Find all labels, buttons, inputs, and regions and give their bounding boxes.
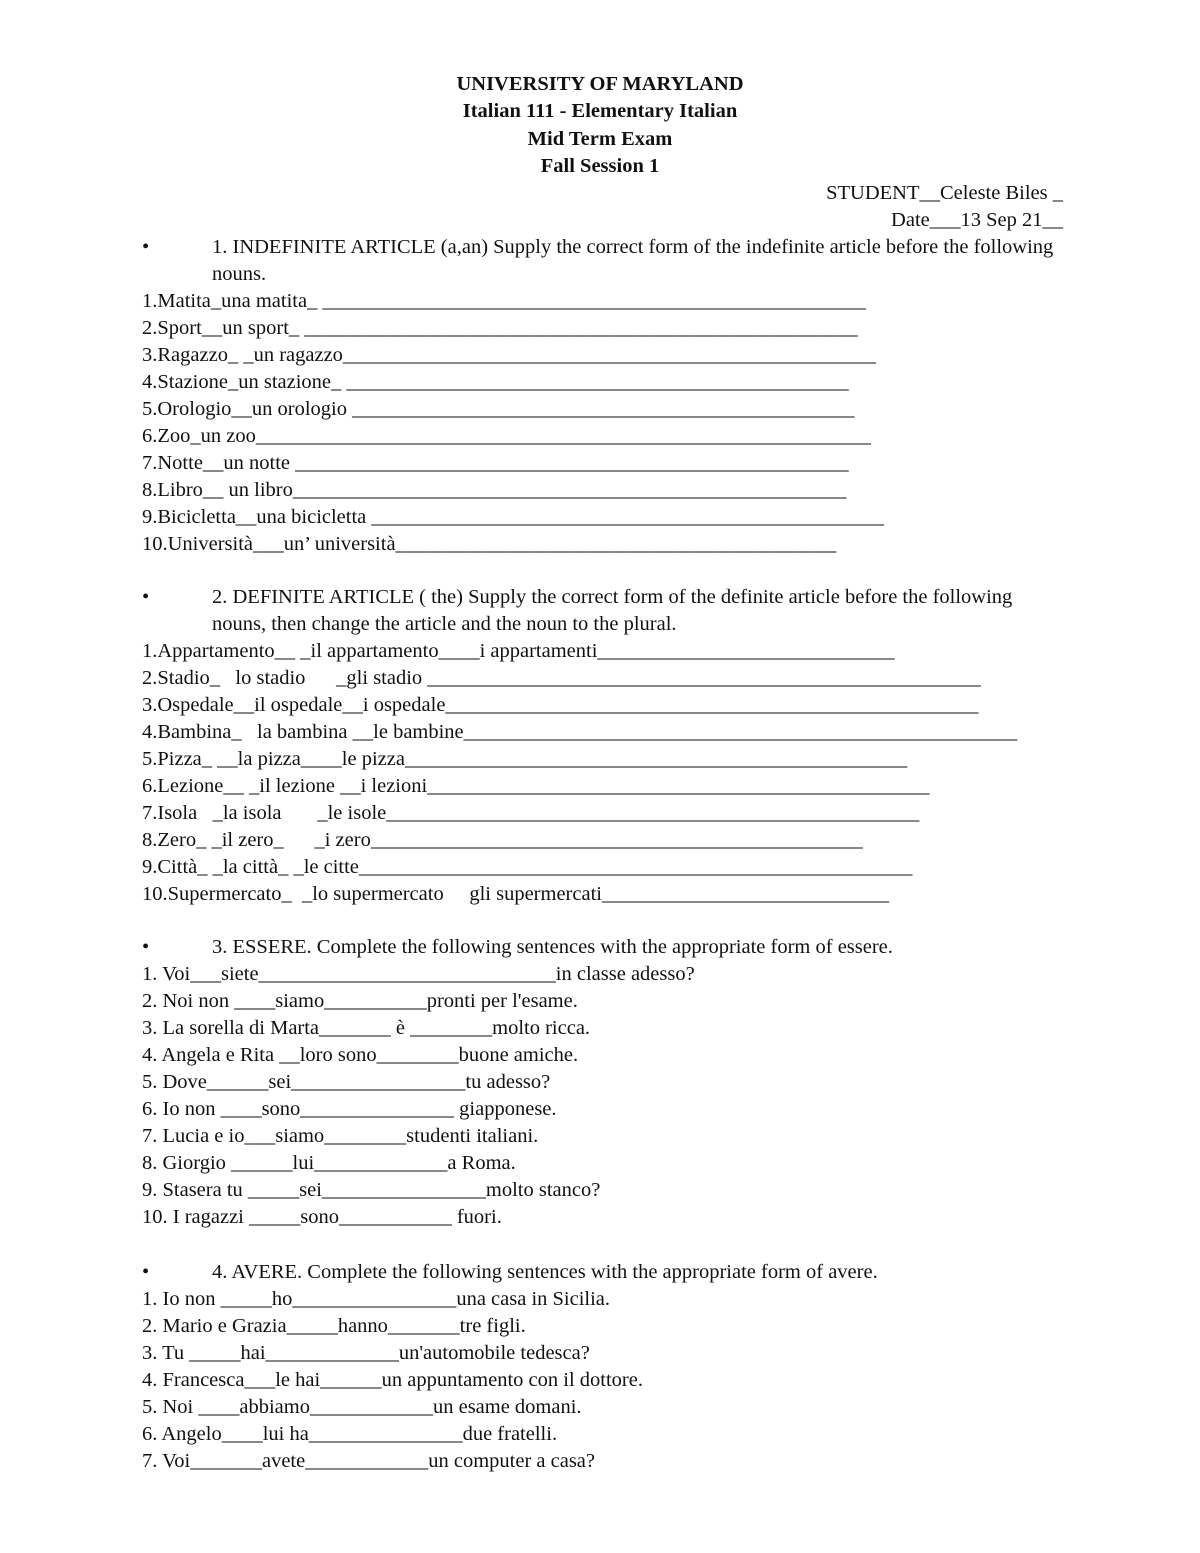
exercise-item: 6. Angelo____lui ha_______________due fratelli.	[142, 1423, 558, 1445]
course-title: Italian 111 - Elementary Italian	[462, 100, 738, 123]
university-title: UNIVERSITY OF MARYLAND	[456, 73, 744, 95]
instruction-text: 1. INDEFINITE ARTICLE (a,an) Supply the correct form of the indefinite article before the following nouns.	[212, 236, 1054, 285]
exam-header	[0, 71, 1200, 180]
exercise-item: 3.Ragazzo_ _un ragazzo____________________________________________________	[142, 344, 876, 366]
instruction-text: 2. DEFINITE ARTICLE ( the) Supply the correct form of the definite article before the following nouns, then change the article and the noun to the plural.	[212, 586, 1013, 635]
exercise-item: 9.Bicicletta__una bicicletta __________________________________________________	[142, 506, 884, 528]
exercise-item: 8. Giorgio ______lui_____________a Roma.	[142, 1152, 516, 1174]
exercise-item: 10.Università___un’ università___________________________________________	[142, 533, 837, 555]
exercise-item: 1.Matita_una matita_ _____________________________________________________	[142, 290, 866, 312]
exercise-item: 3. La sorella di Marta_______ è ________molto ricca.	[142, 1017, 591, 1039]
exercise-item: 5. Noi ____abbiamo____________un esame domani.	[142, 1396, 582, 1418]
exercise-item: 5.Orologio__un orologio _________________________________________________	[142, 398, 855, 420]
exercise-item: 1. Io non _____ho________________una casa in Sicilia.	[142, 1288, 611, 1310]
exercise-item: 3.Ospedale__il ospedale__i ospedale____________________________________________________	[142, 694, 979, 716]
exercise-item: 8.Libro__ un libro______________________________________________________	[142, 479, 847, 501]
exercise-item: 1.Appartamento__ _il appartamento____i appartamenti_____________________________	[142, 640, 895, 662]
bullet-icon: •	[142, 236, 150, 258]
exercise-item: 5.Pizza_ __la pizza____le pizza_________________________________________________	[142, 748, 908, 770]
date-line: Date___13 Sep 21__	[891, 209, 1063, 231]
exam-title: Mid Term Exam	[527, 127, 673, 150]
exercise-item: 2.Sport__un sport_ ______________________________________________________	[142, 317, 858, 339]
bullet-icon: •	[142, 1261, 150, 1283]
exercise-item: 10.Supermercato_ _lo supermercato gli supermercati____________________________	[142, 883, 889, 905]
exercise-item: 10. I ragazzi _____sono___________ fuori.	[142, 1206, 502, 1228]
exercise-item: 7. Lucia e io___siamo________studenti italiani.	[142, 1125, 539, 1147]
exercise-item: 2. Mario e Grazia_____hanno_______tre figli.	[142, 1315, 526, 1337]
exercise-item: 2.Stadio_ lo stadio _gli stadio ______________________________________________________	[142, 667, 981, 689]
exercise-item: 6. Io non ____sono_______________ giapponese.	[142, 1098, 557, 1120]
session-title: Fall Session 1	[540, 154, 660, 177]
bullet-icon: •	[142, 586, 150, 608]
exercise-item: 4.Bambina_ la bambina __le bambine______________________________________________________	[142, 721, 1018, 743]
bullet-icon: •	[142, 936, 150, 958]
exercise-item: 7.Isola _la isola _le isole____________________________________________________	[142, 802, 920, 824]
exercise-item: 6.Zoo_un zoo____________________________________________________________	[142, 425, 871, 447]
exercise-item: 5. Dove______sei_________________tu adesso?	[142, 1071, 551, 1093]
exercise-item: 3. Tu _____hai_____________un'automobile tedesca?	[142, 1342, 590, 1364]
student-line: STUDENT__Celeste Biles _	[826, 182, 1063, 204]
exercise-item: 8.Zero_ _il zero_ _i zero________________________________________________	[142, 829, 863, 851]
exercise-item: 1. Voi___siete_____________________________in classe adesso?	[142, 963, 695, 985]
exercise-item: 4. Angela e Rita __loro sono________buone amiche.	[142, 1044, 579, 1066]
exercise-item: 9. Stasera tu _____sei________________molto stanco?	[142, 1179, 601, 1201]
exercise-item: 7. Voi_______avete____________un computer a casa?	[142, 1450, 595, 1472]
instruction-text: 4. AVERE. Complete the following sentences with the appropriate form of avere.	[212, 1261, 878, 1283]
exercise-item: 7.Notte__un notte ______________________________________________________	[142, 452, 849, 474]
exercise-item: 2. Noi non ____siamo__________pronti per l'esame.	[142, 990, 578, 1012]
exercise-item: 6.Lezione__ _il lezione __i lezioni_________________________________________________	[142, 775, 930, 797]
instruction-text: 3. ESSERE. Complete the following sentences with the appropriate form of essere.	[212, 936, 893, 958]
exercise-item: 4.Stazione_un stazione_ _________________________________________________	[142, 371, 849, 393]
exercise-item: 9.Città_ _la città_ _le citte______________________________________________________	[142, 856, 913, 878]
exercise-item: 4. Francesca___le hai______un appuntamento con il dottore.	[142, 1369, 643, 1391]
